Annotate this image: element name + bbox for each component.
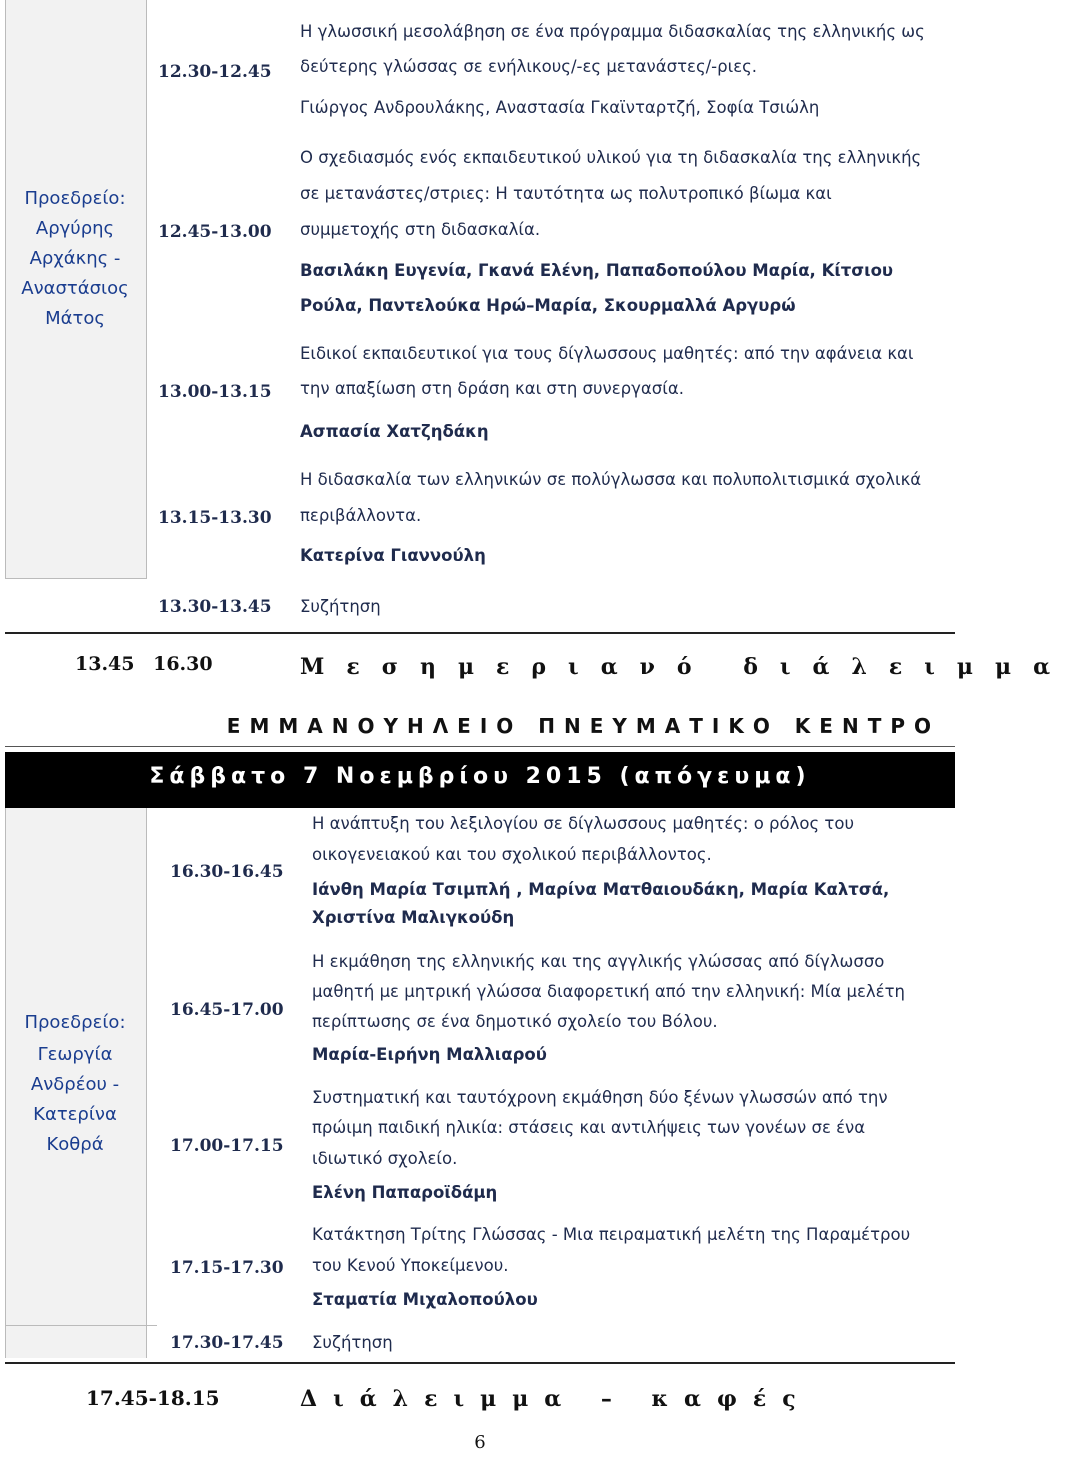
chair-line: Αναστάσιος [21,278,129,299]
paper-authors: Ασπασία Χατζηδάκη [300,422,489,441]
venue-name: ΕΜΜΑΝΟΥΗΛΕΙΟ ΠΝΕΥΜΑΤΙΚΟ ΚΕΝΤΡΟ [226,714,940,738]
paper-title-line: οικογενειακού και του σχολικού περιβάλλοντος. [312,845,712,864]
paper-authors: Ρούλα, Παντελούκα Ηρώ–Μαρία, Σκουρμαλλά Αργυρώ [300,296,796,315]
paper-title-line: Η γλωσσική μεσολάβηση σε ένα πρόγραμμα διδασκαλίας της ελληνικής ως [300,22,925,41]
chair-line: Προεδρείο: [24,1012,126,1033]
session-time: 16.45-17.00 [170,1000,284,1020]
paper-title-line: μαθητή με μητρική γλώσσα διαφορετική από την ελληνική: Μία μελέτη [312,982,905,1001]
chair-line: Ανδρέου - [30,1074,120,1095]
paper-title-line: Η εκμάθηση της ελληνικής και της αγγλικής γλώσσας από δίγλωσσο [312,952,885,971]
divider [5,1362,955,1364]
session-time: 13.15-13.30 [158,508,272,528]
chair-2 [5,1008,145,1160]
break-label: Διάλειμμα – καφές [300,1386,812,1412]
session-time: 13.30-13.45 [158,597,272,617]
day-banner [5,752,955,808]
paper-title-line: Ειδικοί εκπαιδευτικοί για τους δίγλωσσους μαθητές: από την αφάνεια και [300,344,914,363]
paper-title-line: περιβάλλοντα. [300,506,422,525]
paper-title-line: περίπτωσης σε ένα δημοτικό σχολείο του Βόλου. [312,1012,718,1031]
paper-authors: Ιάνθη Μαρία Τσιμπλή , Μαρίνα Ματθαιουδάκη, Μαρία Καλτσά, [312,880,890,899]
break-time: 13.45 16.30 [75,653,213,675]
paper-title-line: Κατάκτηση Τρίτης Γλώσσας - Μια πειραματική μελέτη της Παραμέτρου [312,1225,911,1244]
session-time: 12.30-12.45 [158,62,272,82]
paper-title-line: του Κενού Υποκείμενου. [312,1256,509,1275]
paper-authors: Σταματία Μιχαλοπούλου [312,1290,538,1309]
paper-title-line: σε μετανάστες/στριες: Η ταυτότητα ως πολυτροπικό βίωμα και [300,184,832,203]
chair-line: Γεωργία [37,1044,113,1065]
chair-line: Αργύρης [35,218,115,239]
session-time: 12.45-13.00 [158,222,272,242]
paper-title-line: δεύτερης γλώσσας σε ενήλικους/-ες μετανάστες/-ριες. [300,57,758,76]
session-time: 17.15-17.30 [170,1258,284,1278]
paper-title-line: Συστηματική και ταυτόχρονη εκμάθηση δύο ξένων γλωσσών από την [312,1088,888,1107]
discussion-label: Συζήτηση [300,597,381,616]
paper-title-line: την απαξίωση στη δράση και στη συνεργασία. [300,379,684,398]
paper-title-line: Η διδασκαλία των ελληνικών σε πολύγλωσσα και πολυπολιτισμικά σχολικά [300,470,922,489]
divider [5,578,147,579]
discussion-label: Συζήτηση [312,1333,393,1352]
session-time: 16.30-16.45 [170,862,284,882]
chair-1 [5,184,145,334]
divider [5,632,955,634]
break-time: 17.45-18.15 [86,1386,220,1410]
paper-authors: Κατερίνα Γιαννούλη [300,546,486,565]
paper-title-line: πρώιμη παιδική ηλικία: στάσεις και αντιλήψεις των γονέων σε ένα [312,1118,866,1137]
paper-title-line: ιδιωτικό σχολείο. [312,1149,458,1168]
paper-authors: Χριστίνα Μαλιγκούδη [312,908,515,927]
session-time: 13.00-13.15 [158,382,272,402]
day-banner-text: Σάββατο 7 Νοεμβρίου 2015 (απόγευμα) [149,764,811,789]
paper-title-line: Η ανάπτυξη του λεξιλογίου σε δίγλωσσους μαθητές: ο ρόλος του [312,814,854,833]
divider [5,746,955,747]
paper-authors: Ελένη Παπαροϊδάμη [312,1183,498,1202]
paper-title-line: Ο σχεδιασμός ενός εκπαιδευτικού υλικού για τη διδασκαλία της ελληνικής [300,148,922,167]
chair-line: Κατερίνα [33,1104,117,1125]
session-time: 17.00-17.15 [170,1136,284,1156]
session-time: 17.30-17.45 [170,1333,284,1353]
page-number: 6 [474,1432,486,1453]
break-label: Μεσημεριανό διάλειμμα [300,654,1072,680]
chair-line: Αρχάκης - [29,248,121,269]
paper-authors: Γιώργος Ανδρουλάκης, Αναστασία Γκαϊνταρτζή, Σοφία Τσιώλη [300,98,820,117]
paper-authors: Μαρία-Ειρήνη Μαλλιαρού [312,1045,547,1064]
chair-line: Μάτος [45,308,105,329]
divider [5,1325,157,1326]
chair-line: Κοθρά [46,1134,104,1155]
paper-authors: Βασιλάκη Ευγενία, Γκανά Ελένη, Παπαδοπούλου Μαρία, Κίτσιου [300,261,894,280]
paper-title-line: συμμετοχής στη διδασκαλία. [300,220,541,239]
chair-line: Προεδρείο: [24,188,126,209]
